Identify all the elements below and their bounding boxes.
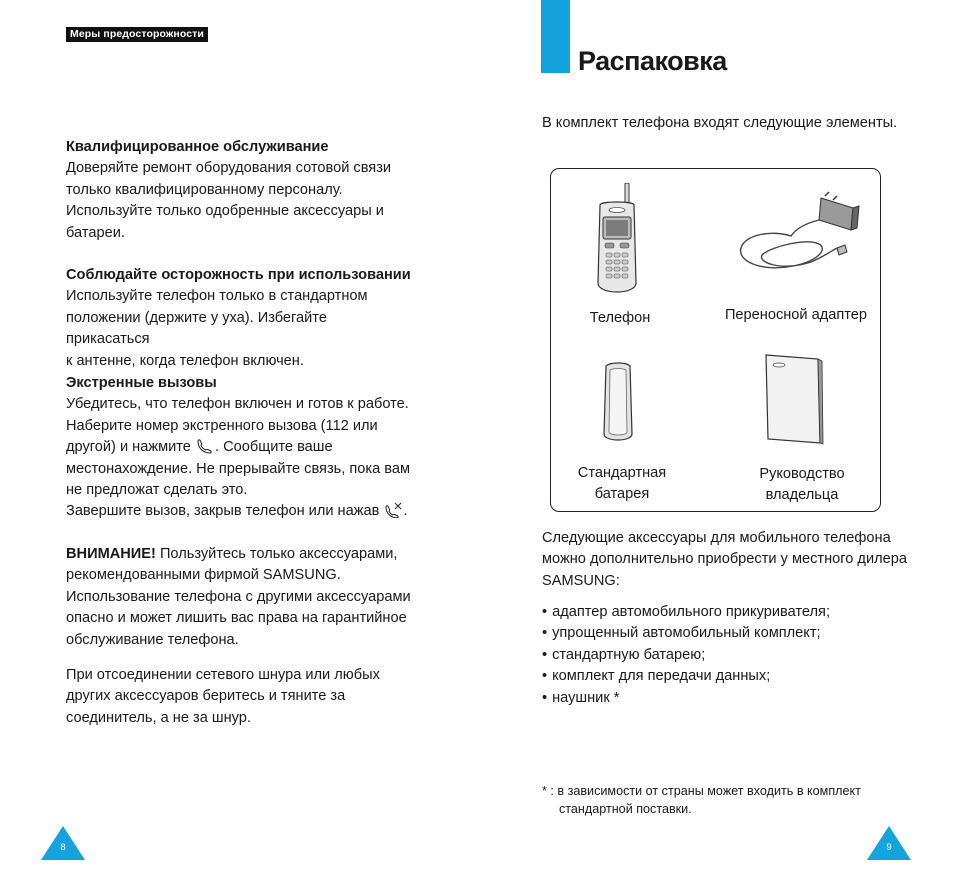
end-key-icon — [383, 502, 403, 518]
page-number-right — [867, 826, 911, 865]
emergency-text: другой) и нажмите — [66, 439, 191, 456]
careful-line: к антенне, когда телефон включен. — [66, 352, 304, 369]
section-tag: Меры предосторожности — [66, 27, 208, 42]
accessories-intro-line: SAMSUNG: — [542, 572, 620, 589]
warning-text: Пользуйтесь только аксессуарами, — [155, 546, 398, 562]
emergency-line: не предложат сделать это. — [66, 482, 248, 499]
careful-line: Используйте телефон только в стандартном — [66, 288, 368, 305]
warning-line: обслуживание телефона. — [66, 631, 239, 648]
disconnect-line: других аксессуаров беритесь и тяните за — [66, 688, 346, 705]
emergency-section — [66, 373, 411, 523]
battery-caption — [560, 463, 684, 505]
emergency-line: Убедитесь, что телефон включен и готов к работе. — [66, 396, 409, 413]
accessories-intro-line: Следующие аксессуары для мобильного телефона — [542, 530, 891, 546]
page-number-text: 9 — [886, 842, 892, 853]
footnote-line: * : в зависимости от страны может входить в комплект — [542, 784, 861, 798]
adapter-image — [733, 190, 863, 290]
phone-image — [592, 183, 642, 301]
accessory-item: • наушник * — [542, 688, 912, 709]
service-heading: Квалифицированное обслуживание — [66, 139, 329, 155]
emergency-text: . Сообщите ваше — [214, 439, 333, 456]
emergency-line: Наберите номер экстренного вызова (112 или — [66, 417, 378, 434]
footnote — [542, 782, 922, 818]
page-number-text: 8 — [60, 842, 66, 853]
phone-caption: Телефон — [589, 310, 651, 326]
warning-label: ВНИМАНИЕ! — [66, 546, 156, 562]
adapter-caption: Переносной адаптер — [724, 307, 868, 323]
page-title: Распаковка — [578, 46, 727, 76]
manual-caption-line: Руководство — [759, 466, 845, 482]
emergency-heading: Экстренные вызовы — [66, 375, 217, 391]
warning-line: опасно и может лишить вас права на гарантийное — [66, 610, 407, 627]
warning-line: рекомендованными фирмой SAMSUNG. — [66, 567, 341, 584]
battery-caption-line: батарея — [594, 486, 650, 502]
careful-line: положении (держите у уха). Избегайте прикасаться — [66, 309, 327, 348]
send-key-icon — [195, 438, 215, 454]
disconnect-line: соединитель, а не за шнур. — [66, 709, 251, 726]
accessories-list — [542, 602, 912, 709]
emergency-text: Завершите вызов, закрыв телефон или нажав — [66, 503, 380, 520]
accessories-intro-line: можно дополнительно приобрести у местного дилера — [542, 551, 907, 568]
page-number-left — [41, 826, 85, 865]
accessory-item: • адаптер автомобильного прикуривателя; — [542, 602, 912, 623]
title-accent-bar — [541, 0, 570, 73]
warning-line: Использование телефона с другими аксессуарами — [66, 588, 411, 605]
service-line: Доверяйте ремонт оборудования сотовой связи — [66, 160, 392, 177]
emergency-line — [66, 501, 411, 522]
manual-image — [762, 353, 824, 445]
manual-caption — [738, 464, 866, 506]
accessories-intro — [542, 528, 912, 592]
emergency-line — [66, 437, 411, 458]
emergency-line: местонахождение. Не прерывайте связь, пока вам — [66, 460, 411, 477]
manual-caption-line: владельца — [765, 487, 839, 503]
emergency-text: . — [403, 503, 408, 520]
accessory-item: • комплект для передачи данных; — [542, 666, 912, 687]
warning-section — [66, 544, 411, 651]
careful-heading: Соблюдайте осторожность при использовании — [66, 267, 411, 283]
service-line: батареи. — [66, 224, 125, 241]
accessory-item: • упрощенный автомобильный комплект; — [542, 623, 912, 644]
service-line: Используйте только одобренные аксессуары и — [66, 203, 384, 220]
intro-text: В комплект телефона входят следующие элементы. — [542, 115, 898, 131]
battery-caption-line: Стандартная — [577, 465, 667, 481]
battery-image — [598, 362, 638, 444]
accessory-item: • стандартную батарею; — [542, 645, 912, 666]
service-line: только квалифицированному персоналу. — [66, 181, 343, 198]
service-section — [66, 137, 411, 244]
footnote-line: стандартной поставки. — [559, 802, 692, 816]
disconnect-section — [66, 665, 411, 729]
careful-section — [66, 265, 411, 372]
disconnect-line: При отсоединении сетевого шнура или любых — [66, 667, 380, 683]
warning-line — [66, 544, 411, 565]
